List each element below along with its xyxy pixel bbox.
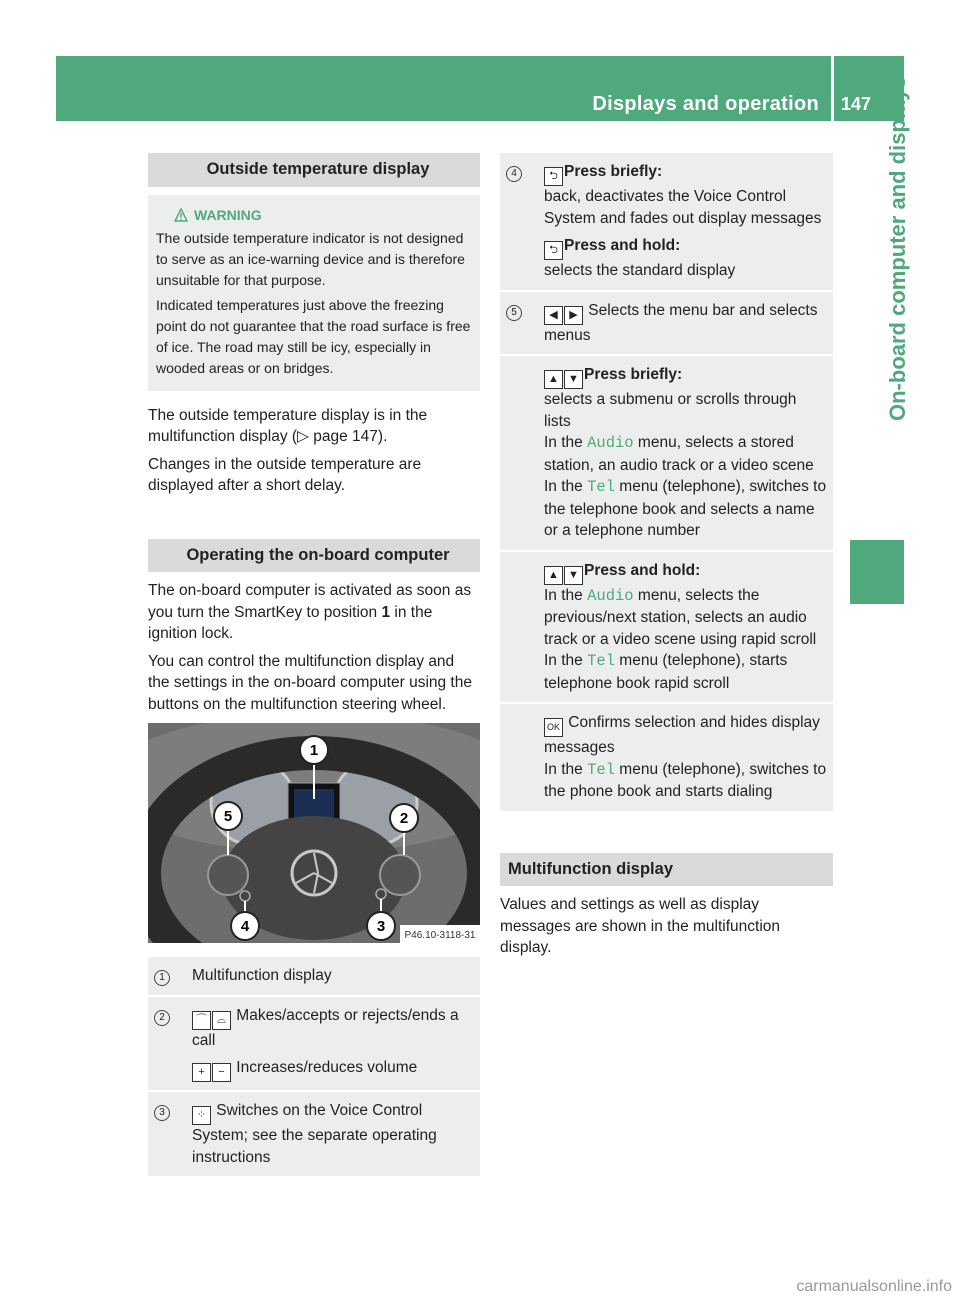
item-description: Confirms selection and hides display messages xyxy=(544,714,820,756)
left-button-table xyxy=(148,957,480,1178)
back-icon: ⮌ xyxy=(544,167,563,186)
item-description: Increases/reduces volume xyxy=(232,1059,418,1076)
item-description: Switches on the Voice Control System; see the separate operating instructions xyxy=(192,1102,437,1166)
warning-title: WARNING xyxy=(174,205,472,226)
table-row xyxy=(148,957,480,996)
figure-code: P46.10-3118-31 xyxy=(404,930,476,941)
phone-accept-icon: ⌒ xyxy=(192,1011,211,1030)
callout-2: 2 xyxy=(399,810,409,827)
ok-icon: OK xyxy=(544,718,563,737)
paragraph-temp-location: The outside temperature display is in the multifunction display (▷ page 147). xyxy=(148,406,428,445)
item-label: Press and hold: xyxy=(584,561,701,579)
table-row xyxy=(500,355,833,551)
item-description: In the Audio menu, selects the previous/next station, selects an audio track or a video scene using rapid scroll xyxy=(544,586,817,648)
paragraph-activation: The on-board computer is activated as soon as you turn the SmartKey to position 1 in the ignition lock. xyxy=(148,582,472,642)
callout-3: 3 xyxy=(376,918,386,935)
section-multifunction-heading: Multifunction display xyxy=(500,853,833,887)
section-operating-heading: Operating the on-board computer xyxy=(148,539,480,573)
table-row xyxy=(500,291,833,356)
item-description: selects the standard display xyxy=(544,262,736,279)
voice-control-icon: ⁘ xyxy=(192,1106,211,1125)
item-label: Press briefly: xyxy=(584,366,683,383)
side-tab-label: On-board computer and displays xyxy=(885,76,910,421)
item-description: Selects the menu bar and selects menus xyxy=(544,301,818,344)
item-label: Press briefly: xyxy=(564,163,663,180)
page-number: 147 xyxy=(841,94,872,114)
phone-end-icon: ⌓ xyxy=(212,1011,231,1030)
section-outside-temp-heading: Outside temperature display xyxy=(148,153,480,187)
table-row xyxy=(148,996,480,1092)
item-description: selects a submenu or scrolls through lists xyxy=(544,391,797,430)
item-number: 1 xyxy=(154,970,170,986)
up-arrow-icon: ▲ xyxy=(544,370,563,389)
item-description: Makes/accepts or rejects/ends a call xyxy=(192,1006,459,1049)
callout-1: 1 xyxy=(309,742,319,759)
left-arrow-icon: ◀ xyxy=(544,306,563,325)
warning-icon xyxy=(174,208,188,222)
up-arrow-icon: ▲ xyxy=(544,566,563,585)
item-description: In the Tel menu (telephone), switches to the phone book and starts dialing xyxy=(544,760,827,800)
right-arrow-icon: ▶ xyxy=(564,306,583,325)
item-number: 4 xyxy=(506,166,522,182)
right-button-table xyxy=(500,153,833,813)
volume-down-icon: − xyxy=(212,1063,231,1082)
right-column xyxy=(500,153,833,965)
down-arrow-icon: ▼ xyxy=(564,370,583,389)
callout-5: 5 xyxy=(223,808,233,825)
item-description: In the Audio menu, selects a stored station, an audio track or a video scene xyxy=(544,434,814,474)
item-description: In the Tel menu (telephone), starts telephone book rapid scroll xyxy=(544,652,788,692)
side-tab-marker xyxy=(850,540,904,604)
table-row xyxy=(148,1091,480,1177)
steering-wheel-illustration xyxy=(148,723,480,943)
paragraph-temp-delay: Changes in the outside temperature are displayed after a short delay. xyxy=(148,455,422,494)
header-bar xyxy=(56,56,904,121)
callout-4: 4 xyxy=(240,918,250,935)
item-label: Press and hold: xyxy=(564,237,681,254)
item-description: back, deactivates the Voice Control System and fades out display messages xyxy=(544,188,822,227)
down-arrow-icon: ▼ xyxy=(564,566,583,585)
volume-up-icon: + xyxy=(192,1063,211,1082)
item-description: Multifunction display xyxy=(186,957,480,996)
left-column xyxy=(148,153,480,1178)
warning-text-1: The outside temperature indicator is not designed to serve as an ice-warning device and is therefore unsuitable for that purpose. xyxy=(156,229,465,288)
header-divider xyxy=(831,56,834,121)
warning-text-2: Indicated temperatures just above the freezing point do not guarantee that the road surface is free of ice. The road may still be icy, especially in wooded areas or on bridges. xyxy=(156,296,471,376)
item-number: 5 xyxy=(506,305,522,321)
warning-box xyxy=(148,195,480,391)
table-row xyxy=(500,703,833,812)
steering-wheel-figure xyxy=(148,723,480,943)
table-row xyxy=(500,551,833,704)
header-title: Displays and operation xyxy=(592,93,819,115)
back-icon: ⮌ xyxy=(544,241,563,260)
table-row xyxy=(500,153,833,291)
item-number: 3 xyxy=(154,1105,170,1121)
item-number: 2 xyxy=(154,1010,170,1026)
paragraph-control: You can control the multifunction display and the settings in the on-board computer using the buttons on the multifunction steering wheel. xyxy=(148,652,472,713)
watermark: carmanualsonline.info xyxy=(796,1278,952,1295)
paragraph-multifunction: Values and settings as well as display messages are shown in the multifunction display. xyxy=(500,896,781,956)
item-description: In the Tel menu (telephone), switches to the telephone book and selects a name or a telephone number xyxy=(544,478,827,539)
